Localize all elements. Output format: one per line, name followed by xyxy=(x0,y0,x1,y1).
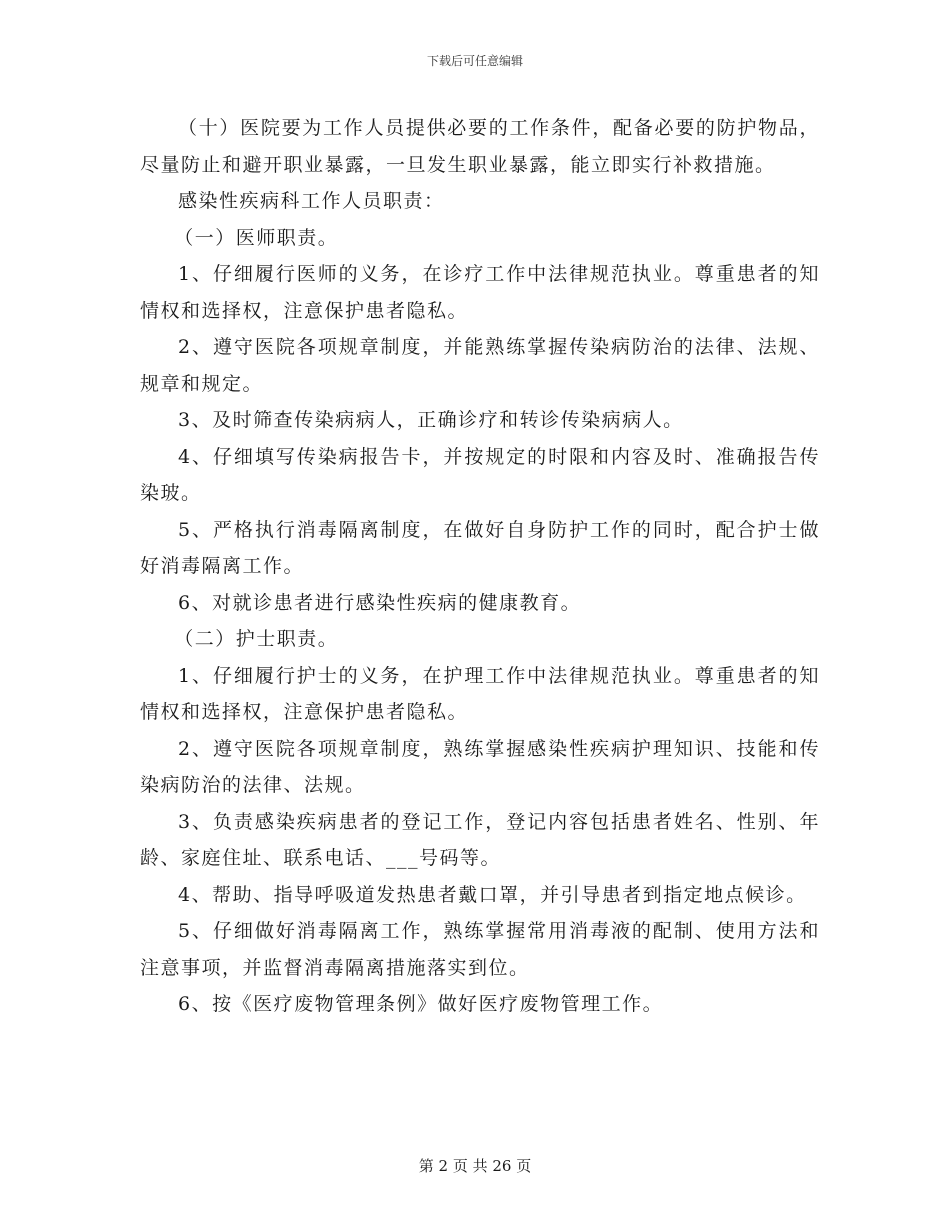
paragraph-item-ten: （十）医院要为工作人员提供必要的工作条件，配备必要的防护物品，尽量防止和避开职业暴露，一旦发生职业暴露，能立即实行补救措施。 xyxy=(140,117,820,176)
doctor-duty-6: 6、对就诊患者进行感染性疾病的健康教育。 xyxy=(178,591,582,614)
doctor-duty-2: 2、遵守医院各项规章制度，并能熟练掌握传染病防治的法律、法规、规章和规定。 xyxy=(140,336,820,395)
nurse-duty-5: 5、仔细做好消毒隔离工作，熟练掌握常用消毒液的配制、使用方法和注意事项，并监督消毒隔离措施落实到位。 xyxy=(140,920,820,979)
subsection-doctor-duties: （一）医师职责。 xyxy=(174,226,339,249)
nurse-duty-3: 3、负责感染疾病患者的登记工作，登记内容包括患者姓名、性别、年龄、家庭住址、联系电话、___号码等。 xyxy=(140,810,820,869)
page-header: 下载后可任意编辑 xyxy=(426,54,523,68)
subsection-nurse-duties: （二）护士职责。 xyxy=(174,628,339,650)
nurse-duty-6: 6、按《医疗废物管理条例》做好医疗废物管理工作。 xyxy=(178,993,664,1015)
nurse-duty-1: 1、仔细履行护士的义务，在护理工作中法律规范执业。尊重患者的知情权和选择权，注意保护患者隐私。 xyxy=(140,664,820,723)
doctor-duty-4: 4、仔细填写传染病报告卡，并按规定的时限和内容及时、准确报告传染玻。 xyxy=(140,445,820,504)
doctor-duty-3: 3、及时筛查传染病病人，正确诊疗和转诊传染病病人。 xyxy=(178,409,684,431)
nurse-duty-2: 2、遵守医院各项规章制度，熟练掌握感染性疾病护理知识、技能和传染病防治的法律、法规。 xyxy=(140,737,820,796)
page-number-footer: 第 2 页 共 26 页 xyxy=(418,1157,532,1175)
nurse-duty-4: 4、帮助、指导呼吸道发热患者戴口罩，并引导患者到指定地点候诊。 xyxy=(178,883,807,906)
document-body xyxy=(140,110,820,1023)
section-title-duties: 感染性疾病科工作人员职责： xyxy=(178,190,445,212)
doctor-duty-1: 1、仔细履行医师的义务，在诊疗工作中法律规范执业。尊重患者的知情权和选择权，注意保护患者隐私。 xyxy=(140,263,820,322)
doctor-duty-5: 5、严格执行消毒隔离制度，在做好自身防护工作的同时，配合护士做好消毒隔离工作。 xyxy=(140,518,820,577)
